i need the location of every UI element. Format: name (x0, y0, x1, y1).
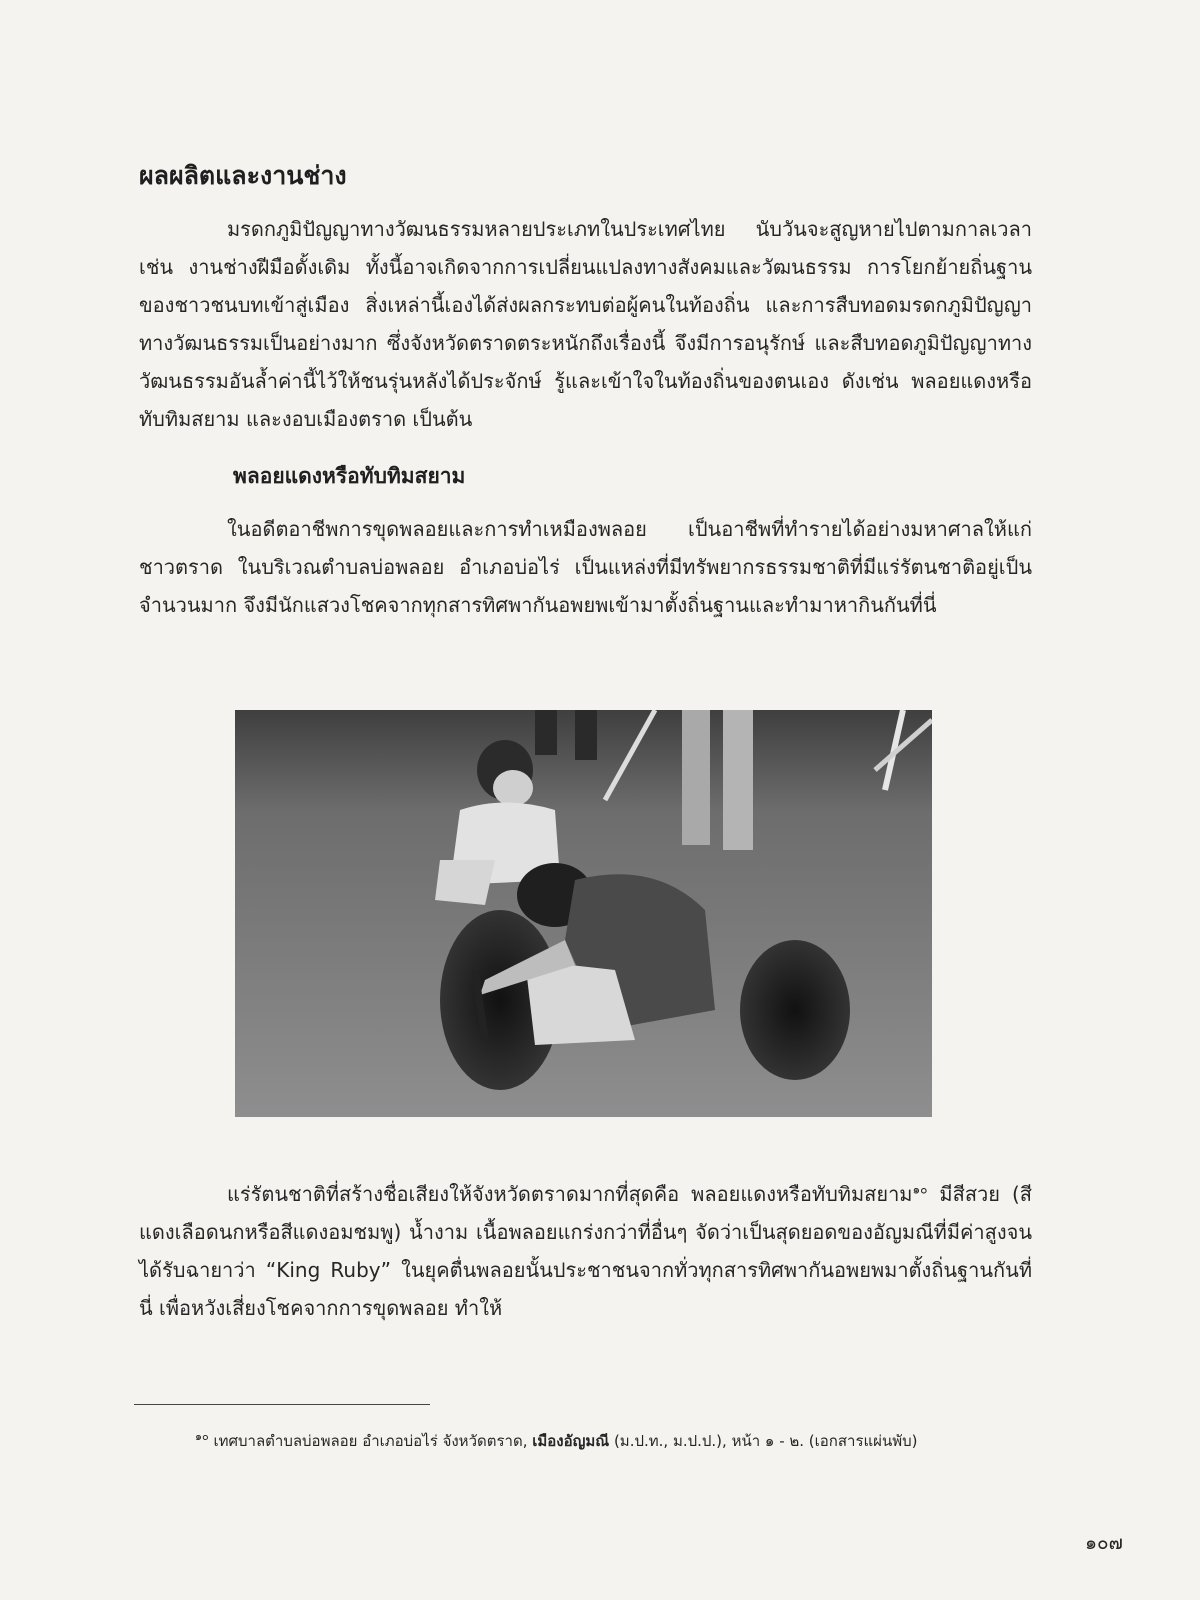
paragraph-gem-mining: ในอดีตอาชีพการขุดพลอยและการทำเหมืองพลอย เป็นอาชีพที่ทำรายได้อย่างมหาศาลให้แก่ชาวตราด ในบริเวณตำบลบ่อพลอย อำเภอบ่อไร่ เป็นแหล่งที่มีทรัพยากรธรรมชาติที่มีแร่รัตนชาติอยู่เป็นจำนวนมาก จึงมีนักแสวงโชคจากทุกสารทิศพากันอพยพเข้ามาตั้งถิ่นฐานและทำมาหากินกันที่นี่ (139, 517, 1032, 617)
paragraph-siam-ruby-text-rest: มีสีสวย (สีแดงเลือดนกหรือสีแดงอมชมพู) น้ำงาม เนื้อพลอยแกร่งกว่าที่อื่นๆ จัดว่าเป็นสุดยอดของอัญมณีที่มีค่าสูงจนได้รับฉายาว่า “King Ruby” ในยุคตื่นพลอยนั้นประชาชนจากทั่วทุกสารทิศพากันอพยพมาตั้งถิ่นฐานกันที่นี่ เพื่อหวังเสี่ยงโชคจากการขุดพลอย ทำให้ (139, 1182, 1032, 1320)
footnote (195, 1430, 1075, 1452)
paragraph-heritage: มรดกภูมิปัญญาทางวัฒนธรรมหลายประเภทในประเทศไทย นับวันจะสูญหายไปตามกาลเวลา เช่น งานช่างฝีมือดั้งเดิม ทั้งนี้อาจเกิดจากการเปลี่ยนแปลงทางสังคมและวัฒนธรรม การโยกย้ายถิ่นฐานของชาวชนบทเข้าสู่เมือง สิ่งเหล่านี้เองได้ส่งผลกระทบต่อผู้คนในท้องถิ่น และการสืบทอดมรดกภูมิปัญญาทางวัฒนธรรมเป็นอย่างมาก ซึ่งจังหวัดตราดตระหนักถึงเรื่องนี้ จึงมีการอนุรักษ์ และสืบทอดภูมิปัญญาทางวัฒนธรรมอันล้ำค่านี้ไว้ให้ชนรุ่นหลังได้ประจักษ์ รู้และเข้าใจในท้องถิ่นของตนเอง ดังเช่น พลอยแดงหรือทับทิมสยาม และงอบเมืองตราด เป็นต้น (139, 217, 1032, 431)
sub-heading-siam-ruby: พลอยแดงหรือทับทิมสยาม (233, 464, 466, 488)
page-number: ๑๐๗ (1085, 1532, 1123, 1554)
footnote-reference[interactable]: ๑๐ (912, 1182, 928, 1197)
footnote-text-before: เทศบาลตำบลบ่อพลอย อำเภอบ่อไร่ จังหวัดตราด, (213, 1432, 533, 1450)
section-heading: ผลผลิตและงานช่าง (139, 161, 347, 190)
gem-digging-photo (235, 710, 932, 1117)
footnote-mark: ๑๐ (195, 1430, 209, 1443)
paragraph-siam-ruby (139, 1175, 1032, 1327)
paragraph-siam-ruby-text: แร่รัตนชาติที่สร้างชื่อเสียงให้จังหวัดตราดมากที่สุดคือ พลอยแดงหรือทับทิมสยาม (227, 1182, 913, 1206)
footnote-text-after: (ม.ป.ท., ม.ป.ป.), หน้า ๑ - ๒. (เอกสารแผ่นพับ) (609, 1432, 918, 1450)
footnote-divider (134, 1404, 430, 1405)
footnote-title: เมืองอัญมณี (532, 1432, 610, 1450)
